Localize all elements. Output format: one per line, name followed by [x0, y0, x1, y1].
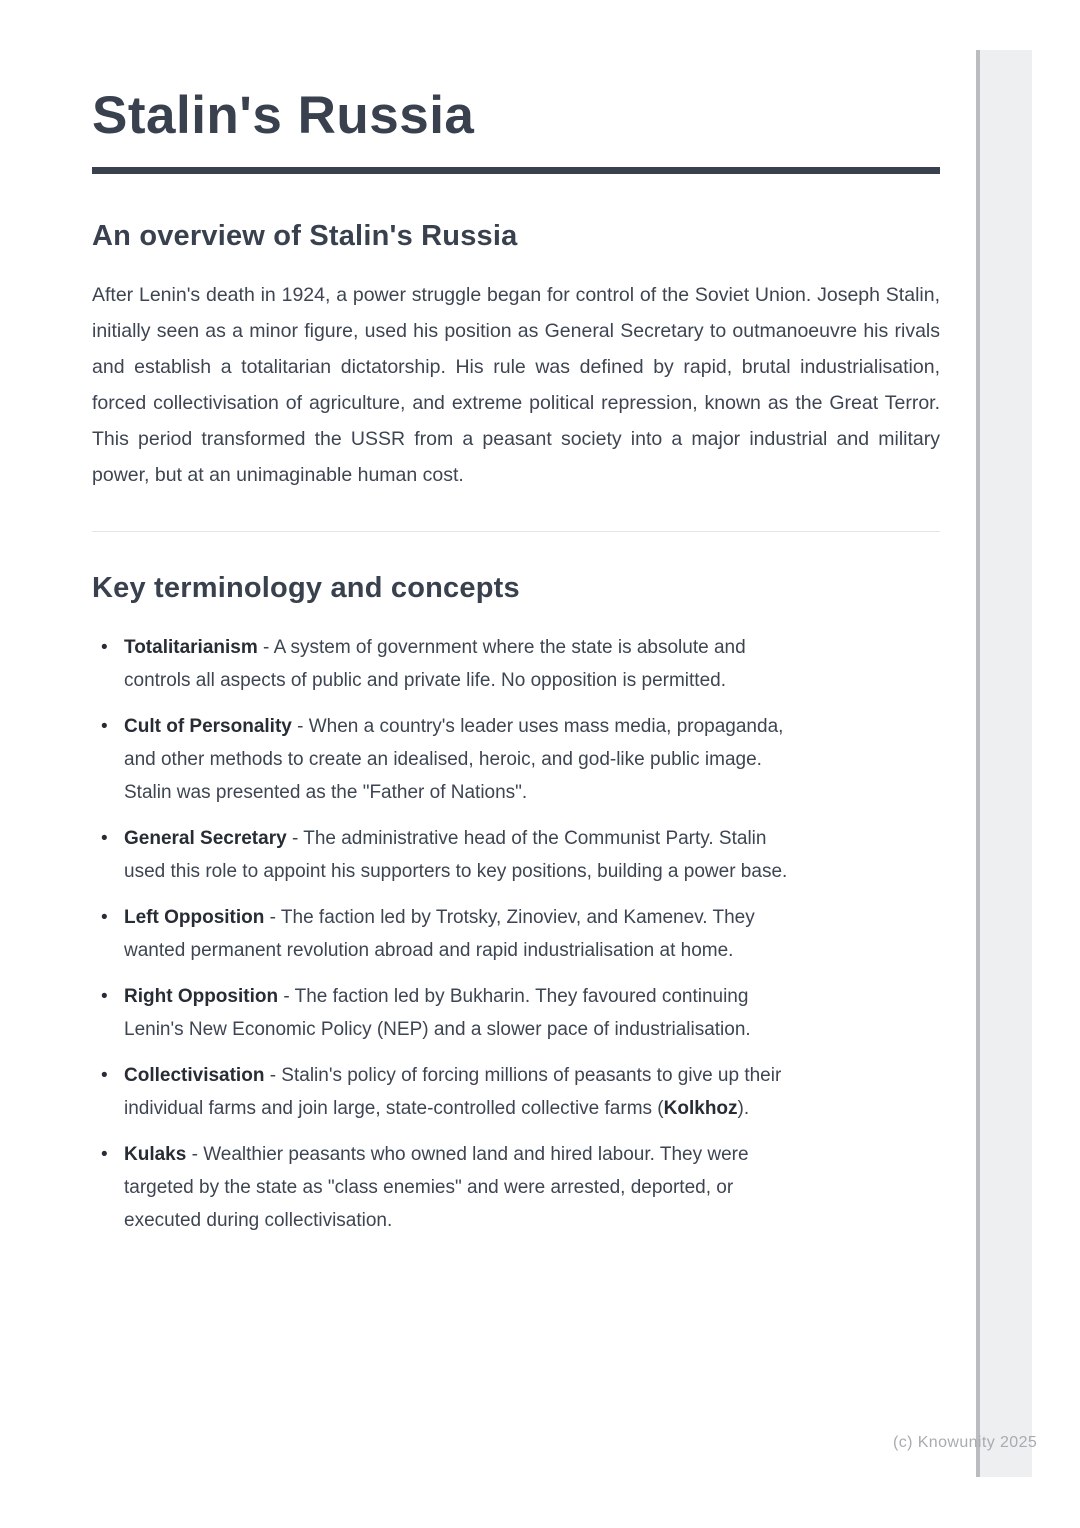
title-rule: [92, 167, 940, 174]
term-description: - The faction led by Bukharin. They favoured continuing Lenin's New Economic Policy (NEP) and a slower pace of industrialisation.: [124, 986, 751, 1041]
section-divider: [92, 531, 940, 532]
term-item: [92, 980, 798, 1046]
term-item: [92, 710, 798, 809]
term-description: - When a country's leader uses mass media, propaganda, and other methods to create an idealised, heroic, and god-like public image. Stalin was presented as the "Father of Nations".: [124, 716, 784, 804]
term-item: [92, 822, 798, 888]
term-description: - The administrative head of the Communist Party. Stalin used this role to appoint his supporters to key positions, building a power base.: [124, 828, 788, 883]
term-description: - The faction led by Trotsky, Zinoviev, and Kamenev. They wanted permanent revolution abroad and rapid industrialisation at home.: [124, 907, 755, 962]
terminology-list: [92, 631, 798, 1237]
term-label: Cult of Personality: [124, 716, 292, 738]
term-description: ).: [737, 1098, 750, 1120]
document-content: [92, 0, 940, 1250]
term-item: [92, 901, 798, 967]
scrollbar-track[interactable]: [976, 50, 1032, 1477]
term-label: Collectivisation: [124, 1065, 265, 1087]
terminology-heading: Key terminology and concepts: [92, 572, 520, 605]
watermark: (c) Knowunity 2025: [893, 1434, 1038, 1451]
term-item: [92, 1138, 798, 1237]
term-label: Totalitarianism: [124, 637, 258, 659]
term-description: - Wealthier peasants who owned land and hired labour. They were targeted by the state as "class enemies" and were arrested, deported, or executed during collectivisation.: [124, 1144, 749, 1232]
term-description: - Stalin's policy of forcing millions of peasants to give up their individual farms and join large, state-controlled collective farms (: [124, 1065, 782, 1120]
term-item: [92, 1059, 798, 1125]
term-label: General Secretary: [124, 828, 287, 850]
page-title: Stalin's Russia: [92, 86, 475, 145]
term-label: Kulaks: [124, 1144, 187, 1166]
term-inline-bold: Kolkhoz: [663, 1098, 738, 1120]
term-item: [92, 631, 798, 697]
term-description: - A system of government where the state is absolute and controls all aspects of public and private life. No opposition is permitted.: [124, 637, 746, 692]
overview-paragraph: After Lenin's death in 1924, a power struggle began for control of the Soviet Union. Joseph Stalin, initially seen as a minor figure, used his position as General Secretary to outmanoeuvre his rivals and establish a totalitarian dictatorship. His rule was defined by rapid, brutal industrialisation, forced collectivisation of agriculture, and extreme political repression, known as the Great Terror. This period transformed the USSR from a peasant society into a major industrial and military power, but at an unimaginable human cost.: [92, 284, 940, 487]
overview-heading: An overview of Stalin's Russia: [92, 220, 518, 253]
term-label: Right Opposition: [124, 986, 279, 1008]
term-label: Left Opposition: [124, 907, 265, 929]
